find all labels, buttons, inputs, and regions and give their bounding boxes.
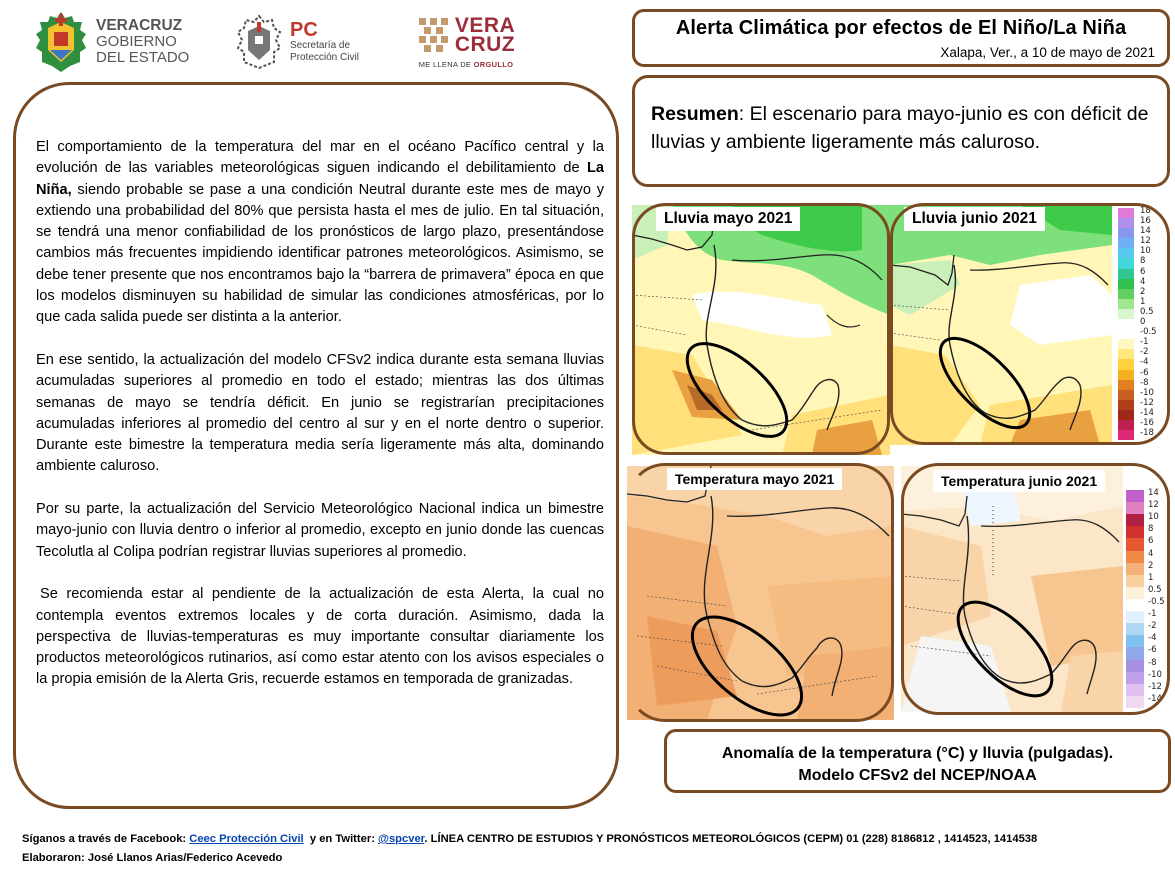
rain-legend-label: 12 xyxy=(1140,236,1151,247)
rain-legend-swatch xyxy=(1118,246,1151,258)
summary-box xyxy=(632,75,1170,187)
rain-legend-label: -0.5 xyxy=(1140,327,1157,338)
rain-legend-swatch xyxy=(1118,206,1151,218)
temp-legend-swatch xyxy=(1126,669,1162,684)
rain-legend-swatch xyxy=(1118,377,1149,390)
paragraph-recommendation: Se recomienda estar al pendiente de la actualización de esta Alerta, la cual no contempla eventos extremos locales y de corta duración. Asimismo, dada la perspectiva de lluvias-temperaturas es muy importante consultar diariamente los productos meteorológicos rutinarios, así como estar atento con los avisos especiales o la propia emisión de la Alerta Gris, recuerde estamos en temporada de granizadas. xyxy=(36,586,604,688)
temp-legend-label: 14 xyxy=(1148,488,1159,498)
temp-legend-swatch xyxy=(1126,621,1157,635)
rain-legend-label: 4 xyxy=(1140,276,1146,287)
rain-may-map xyxy=(632,205,890,455)
paragraph-la-nina-part1: El comportamiento de la temperatura del mar en el océano Pacífico central y la evolución de las variables meteorológicas siguen indicando el debilitamiento de xyxy=(36,139,604,177)
temp-legend-label: -8 xyxy=(1148,657,1157,668)
rain-legend-swatch xyxy=(1118,428,1154,440)
vera-tagline-emphasis: ORGULLO xyxy=(473,59,514,69)
proteccion-civil-badge-icon xyxy=(236,14,282,70)
rain-may-map-graphic xyxy=(632,205,890,455)
rain-legend-swatch xyxy=(1118,417,1154,430)
temp-legend-swatch xyxy=(1126,596,1165,611)
temp-legend-label: -14 xyxy=(1148,693,1162,704)
rain-legend-swatch xyxy=(1118,407,1154,420)
temp-legend-label: 10 xyxy=(1148,512,1159,523)
rain-legend-swatch xyxy=(1118,317,1146,329)
paragraph-la-nina-part2: siendo probable se pase a una condición Neutral durante este mes de mayo y extiendo una probabilidad del 80% que persista hasta el mes de julio. En tal situación, se tendrá una menor confiabilidad de los pronósticos de largo plazo, presentándose cambios más frecuentes impidiendo identificar patrones meteorológicos. Asimismo, se debe tener presente que nos encontramos bajo la “barrera de primavera” época en que los modelos disminuyen su habilidad de simular las condiciones atmosféricas, por lo que cada salida puede ser distinta a la anterior. xyxy=(36,181,604,326)
temp-legend-swatch xyxy=(1126,584,1162,599)
caption-line1: Anomalía de la temperatura (°C) y lluvia (pulgadas). xyxy=(721,745,1114,762)
pc-wordmark-line1: Secretaría de xyxy=(290,40,351,51)
rain-legend-label: -10 xyxy=(1140,387,1154,398)
temp-legend-label: -0.5 xyxy=(1148,596,1165,607)
veracruz-orgullo-logo xyxy=(414,8,518,76)
maps-caption-box xyxy=(664,729,1171,793)
rain-legend-swatch xyxy=(1118,347,1149,359)
rain-june-map xyxy=(890,205,1112,445)
temp-legend-swatch xyxy=(1126,609,1157,623)
paragraph-cfsv2: En ese sentido, la actualización del modelo CFSv2 indica durante esta semana lluvias acumuladas superiores al promedio en todo el estado; mientras las dos últimas semanas de mayo se tendría déficit. En junio se registrarían precipitaciones acumuladas inferiores al promedio del centro al sur y en el norte dentro o superior. Durante este bimestre la temperatura media sería ligeramente más alta, dominando ambiente caluroso. xyxy=(36,351,604,475)
rain-legend-swatch xyxy=(1118,306,1154,319)
rain-legend-label: -4 xyxy=(1140,357,1149,368)
pc-abbreviation: PC xyxy=(290,19,318,41)
rain-june-label: Lluvia junio 2021 xyxy=(904,207,1045,231)
temp-legend-label: -12 xyxy=(1148,681,1162,692)
temp-legend-label: -2 xyxy=(1148,621,1157,632)
la-nina-emphasis: La Niña, xyxy=(36,160,604,198)
vera-tagline-prefix: ME LLENA DE xyxy=(418,59,472,69)
temp-may-map xyxy=(627,466,894,720)
temp-legend-swatch xyxy=(1126,512,1159,526)
rain-legend-label: 2 xyxy=(1140,286,1146,297)
rain-legend-label: -12 xyxy=(1140,397,1154,408)
rain-legend-swatch xyxy=(1118,367,1149,380)
caption-line2: Modelo CFSv2 del NCEP/NOAA xyxy=(798,767,1037,784)
temp-legend-swatch xyxy=(1126,633,1157,647)
temp-legend xyxy=(1126,488,1165,708)
rain-legend-swatch xyxy=(1118,256,1146,268)
paragraph-la-nina xyxy=(36,137,604,329)
veracruz-shield-icon xyxy=(34,10,88,74)
veracruz-wordmark-line1: VERACRUZ xyxy=(96,17,183,34)
pc-wordmark-line2: Protección Civil xyxy=(290,52,359,63)
temp-legend-label: 0.5 xyxy=(1148,584,1162,595)
footer-authors: Elaboraron: José Llanos Arias/Federico Acevedo xyxy=(22,852,283,864)
temp-legend-swatch xyxy=(1126,536,1154,550)
vera-word-line2: CRUZ xyxy=(454,32,516,56)
temp-legend-swatch xyxy=(1126,681,1162,696)
rain-legend-label: 18 xyxy=(1140,206,1151,216)
rain-legend-swatch xyxy=(1118,266,1146,279)
rain-legend xyxy=(1118,206,1157,440)
temp-legend-label: -1 xyxy=(1148,609,1157,620)
rain-legend-label: -1 xyxy=(1140,337,1149,348)
rain-legend-label: -16 xyxy=(1140,417,1154,428)
rain-june-map-graphic xyxy=(890,205,1112,445)
rain-legend-swatch xyxy=(1118,216,1151,228)
footer-line-info: . LÍNEA CENTRO DE ESTUDIOS Y PRONÓSTICOS METEOROLÓGICOS (CEPM) 01 (228) 8186812 , 1414523, 1414538 xyxy=(424,833,1038,845)
temp-legend-swatch xyxy=(1126,657,1157,672)
temp-may-label: Temperatura mayo 2021 xyxy=(667,468,842,490)
veracruz-government-wordmark xyxy=(96,18,189,66)
temp-legend-swatch xyxy=(1126,524,1154,538)
rain-legend-label: -14 xyxy=(1140,407,1154,418)
rain-legend-swatch xyxy=(1118,327,1157,339)
proteccion-civil-logo xyxy=(236,8,376,76)
rain-legend-label: 10 xyxy=(1140,246,1151,257)
temp-legend-label: 2 xyxy=(1148,560,1154,571)
temp-legend-swatch xyxy=(1126,572,1154,587)
rain-legend-swatch xyxy=(1118,296,1146,309)
rain-legend-swatch xyxy=(1118,276,1146,289)
paragraph-smn: Por su parte, la actualización del Servicio Meteorológico Nacional indica un bimestre mayo-junio con lluvia dentro o inferior al promedio, excepto en junio donde las cuencas Tecolutla al Colipa podrían registrar lluvias superiores al promedio. xyxy=(36,501,604,560)
temp-may-map-graphic xyxy=(627,466,894,720)
footer-contact-line xyxy=(22,830,1037,849)
vera-tagline xyxy=(419,60,514,69)
rain-legend-label: 0.5 xyxy=(1140,306,1154,317)
rain-legend-swatch xyxy=(1118,387,1154,400)
temp-legend-swatch xyxy=(1126,693,1162,708)
rain-legend-label: 0 xyxy=(1140,317,1146,328)
temp-june-label: Temperatura junio 2021 xyxy=(933,470,1105,492)
temp-june-map xyxy=(901,466,1123,712)
rain-legend-swatch xyxy=(1118,226,1151,238)
vera-pattern-icon xyxy=(417,16,451,54)
rain-legend-label: -18 xyxy=(1140,428,1154,439)
rain-legend-label: -8 xyxy=(1140,377,1149,388)
rain-legend-label: -6 xyxy=(1140,367,1149,378)
temp-legend-label: -4 xyxy=(1148,633,1157,644)
footer xyxy=(22,830,1037,868)
temp-legend-label: 8 xyxy=(1148,524,1154,535)
temp-june-map-graphic xyxy=(901,466,1123,712)
alert-title-box xyxy=(632,9,1170,67)
rain-may-label: Lluvia mayo 2021 xyxy=(656,207,800,231)
rain-legend-label: 8 xyxy=(1140,256,1146,267)
facebook-link[interactable]: Ceec Protección Civil xyxy=(189,833,304,845)
temp-legend-swatch xyxy=(1126,500,1159,514)
rain-legend-label: 1 xyxy=(1140,296,1146,307)
footer-twitter-prefix: y en Twitter: xyxy=(303,833,379,845)
temp-legend-swatch xyxy=(1126,645,1157,659)
temp-legend-label: 1 xyxy=(1148,572,1154,583)
rain-legend-swatch xyxy=(1118,337,1149,349)
veracruz-wordmark-line3: DEL ESTADO xyxy=(96,49,190,66)
temp-legend-swatch xyxy=(1126,548,1154,563)
summary-label: Resumen xyxy=(651,103,739,125)
rain-legend-swatch xyxy=(1118,397,1154,410)
twitter-link[interactable]: @spcver xyxy=(378,833,425,845)
vera-word-line1: VERA xyxy=(454,13,516,37)
rain-legend-label: 6 xyxy=(1140,266,1146,277)
rain-legend-label: 16 xyxy=(1140,216,1151,227)
rain-legend-label: 14 xyxy=(1140,226,1151,237)
temp-legend-label: 12 xyxy=(1148,500,1159,511)
vera-cruz-mark xyxy=(417,13,516,56)
temp-legend-label: -6 xyxy=(1148,645,1157,656)
proteccion-civil-wordmark xyxy=(290,20,359,64)
summary-text: : El escenario para mayo-junio es con déficit de lluvias y ambiente ligeramente más caluroso. xyxy=(651,103,1149,153)
temp-legend-label: 4 xyxy=(1148,548,1154,559)
temp-legend-swatch xyxy=(1126,488,1159,502)
rain-legend-swatch xyxy=(1118,357,1149,369)
veracruz-wordmark-line2: GOBIERNO xyxy=(96,33,177,50)
rain-legend-swatch xyxy=(1118,236,1151,248)
body-text-box xyxy=(13,82,619,809)
rain-legend-label: -2 xyxy=(1140,347,1149,358)
alert-date: Xalapa, Ver., a 10 de mayo de 2021 xyxy=(940,45,1155,60)
temp-legend-swatch xyxy=(1126,560,1154,575)
alert-title: Alerta Climática por efectos de El Niño/La Niña xyxy=(675,17,1127,39)
temp-legend-label: 6 xyxy=(1148,536,1154,547)
veracruz-government-logo xyxy=(34,8,194,76)
temp-legend-label: -10 xyxy=(1148,669,1162,680)
footer-follow-text: Síganos a través de Facebook: xyxy=(22,833,190,845)
rain-legend-swatch xyxy=(1118,286,1146,299)
